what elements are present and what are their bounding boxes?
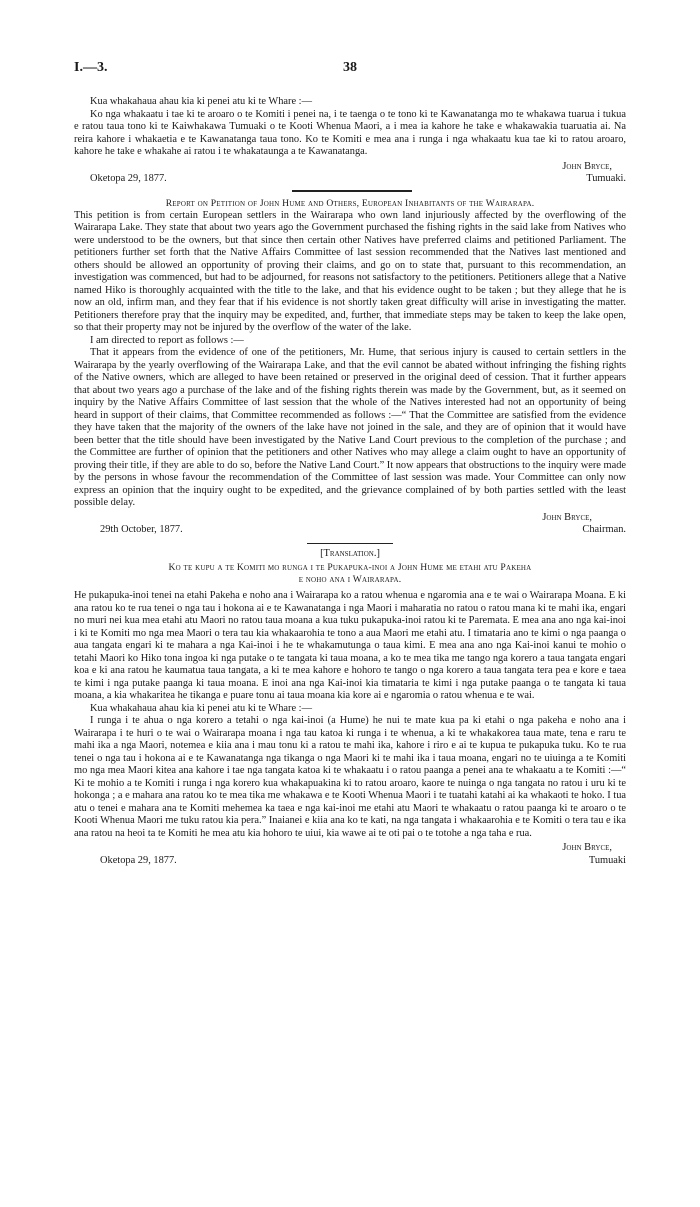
translation-signatory: John Bryce, bbox=[562, 842, 612, 853]
report-directed: I am directed to report as follows :— bbox=[90, 334, 244, 346]
report-title: Chairman. bbox=[582, 524, 626, 535]
section1-date: Oketopa 29, 1877. bbox=[90, 173, 167, 184]
translation-heading-line-2: e noho ana i Wairarapa. bbox=[298, 574, 402, 585]
report-signature-row bbox=[74, 512, 626, 525]
translation-date-row bbox=[74, 855, 626, 868]
translation-paragraph-1: He pukapuka-inoi tenei na etahi Pakeha e noho ana i Wairarapa ko a ratou whenua e ngaromia ana e te wai o Wairarapa Moana. E ki ana ratou ko te rua tenei o nga tau i hokona ai e te Kawanatanga i nga Maori i maharatia no ratou o ratou mana ki te mahi ika, engari no muri nei kua mea etahi atu Maori no ratou taua moana a kua tuku pukapuka-inoi ratou ki te Paremata. E mea ana ano nga kai-inoi i ki te Komiti mo nga mea Maori o tera tau kia whakaarohia te tono a aua Maori me etahi atu. I timataria ano te kimi o nga paanga o aua tangata engari ki te mahara a nga Kai-inoi i he te whakamutunga o taua kimi. E mea ana ano nga Kai-inoi kanui te mohio o tetahi Maori ko Hiko tona ingoa ki nga putake o te tangata ki taua moana, a ko te mea tika me tango nga korero a taua tangata engari koa e ki ana ratou he kaumatua taua tangata, a ki te mea kahore e hohoro te tango o nga korero a taua tangata tera pea e kore e taea te kimi i nga putake paanga ki taua moana. E inoi ana nga Kai-inoi kia timataria te kimi i nga putake paanga o te tangata ki taua moana, a kia whakaritea he tikanga e puare tonu ai taua moana kia kore ai e ngaromia o ratou whenua e te wai. bbox=[74, 590, 626, 701]
document-reference: I.—3. bbox=[74, 60, 108, 75]
translation-date: Oketopa 29, 1877. bbox=[100, 854, 177, 866]
translation-title: Tumuaki bbox=[588, 854, 626, 866]
translation-intro: Kua whakahaua ahau kia ki penei atu ki te Whare :— bbox=[90, 702, 312, 714]
page-number: 38 bbox=[343, 60, 357, 75]
translation-label: [Translation.] bbox=[320, 547, 380, 559]
page-header bbox=[74, 60, 626, 80]
section1-date-row bbox=[74, 173, 626, 186]
section1-title: Tumuaki. bbox=[586, 173, 626, 184]
section1-signatory: John Bryce, bbox=[562, 160, 612, 172]
translation-heading-line-1: Ko te kupu a te Komiti mo runga i te Pukapuka-inoi a John Hume me etahi atu Pakeha bbox=[168, 562, 532, 573]
report-heading: Report on Petition of John Hume and Others, European Inhabitants of the Wairarapa. bbox=[165, 197, 535, 209]
translation-divider bbox=[307, 543, 393, 544]
report-paragraph-1: This petition is from certain European settlers in the Wairarapa who own land injuriously affected by the overflowing of the Wairarapa Lake. They state that about two years ago the Government purchased the fishing rights in the said lake from Natives who were understood to be the owners, but that since then certain other Natives have preferred claims and petitioned Parliament. The petitioners further set forth that the Native Affairs Committee of last session recommended that the Natives last mentioned and others should be allowed an opportunity of proving their claims, and go on to state that, pursuant to this recommendation, an investigation was commenced, but had to be adjourned, for reasons not satisfactory to the petitioners. Petitioners allege that a Native named Hiko is thoroughly acquainted with the title to the lake, and that his evidence ought to be taken ; but they allege that he is now an old, infirm man, and they fear that if his evidence is not shortly taken great difficulty will arise in investigating the matter. Petitioners therefore pray that the inquiry may be expedited, and, further, that immediate steps may be taken to keep the lake open, so that their property may not be injured by the overflow of the water of the lake. bbox=[74, 209, 626, 333]
section1-paragraph: Ko nga whakaatu i tae ki te aroaro o te Komiti i penei na, i te taenga o te tono ki te Kawanatanga mo te whakawa tuarua i tukua e ratou taua tono ki te Kaiwhakawa Tumuaki o te Kooti Whenua Maori, a i mea ia kahore he take e whakawakia tuaruatia ai. Na reira kahore i whakaetia e te Kawanatanga taua tono. Ko te Komiti e mea ana i runga i nga whakaatu kua tae ki to ratou aroaro, kahore he take e whakahe ai ratou i te whakataunga a te Kawanatanga. bbox=[74, 108, 626, 157]
report-date-row bbox=[74, 524, 626, 537]
document-body bbox=[74, 96, 626, 867]
report-paragraph-2: That it appears from the evidence of one of the petitioners, Mr. Hume, that serious injury is caused to certain settlers in the Wairarapa by the yearly overflowing of the Wairarapa Lake, and that the evil cannot be abated without infringing the fishing rights of the Native owners, which are alleged to have been retained or preserved in the original deed of cession. That it further appears that about two years ago a purchase of the lake and of the fishing rights therein was made by the Government, but, as it seemed on inquiry by the Native Affairs Committee of last session that the whole of the Natives interested had not an opportunity of being heard in support of their claims, that Committee recommended as follows :—“ That the Committee are satisfied from the evidence they have taken that the majority of the owners of the lake have not joined in the sale, and they are of opinion that it would have been better that the title should have been investigated by the Native Land Court previous to the completion of the purchase ; and the Committee are further of opinion that the petitioners and other Natives who may allege a claim ought to have an opportunity of proving their title, if they are able to do so, before the Native Land Court.” It now appears that obstructions to the inquiry were made by the persons in whose favour the recommendation of the Committee of last session was made. Your Committee can only now express an opinion that the inquiry ought to be expedited, and the grievance complained of by both parties settled with the least possible delay. bbox=[74, 347, 626, 508]
section-divider bbox=[292, 190, 412, 192]
translation-paragraph-2: I runga i te ahua o nga korero a tetahi o nga kai-inoi (a Hume) he nui te mate kua pa ki etahi o nga pakeha e noho ana i Wairarapa i te huri o te wai o Wairarapa moana i nga tau katoa ki runga i te whenua, a ki te whakakorea taua mate, tena e raru te mahi ika a nga Maori, notemea e kiia ana i mau tonu ki a ratou te mahi ika, kahore i riro e ai te kupua te pukapuka tuku. Ko te rua tenei o nga tau i hokona ai e te Kawanatanga nga tikanga o nga Maori ki te mahi ika i taua moana, engari no te uiuinga a te Komiti mo nga mea Maori kitea ana kahore i tae nga tangata katoa ki te whakaatu i o ratou paanga a penei ana te whakaatu a te Komiti :—“ Ki te mohio a te Komiti i runga i nga korero kua whakapuakina ki to ratou aroaro, kaore te nuinga o nga tangata no ratou i uru ki te hokonga ; a e mahara ana ratou ko te mea tika me whakawa e te Kooti Whenua Maori i te tuatahi katahi ai ka whakaoti te hoko. I tua atu o tenei e mahara ana te Komiti mehemea ka taea e nga kai-inoi me etahi atu Maori te whakaatu o ratou paanga ki te aroaro o te Kooti Whenua Maori me tuku ratou kia pera.” Inaianei e kiia ana ko te kati, na nga tangata i whakaarohia e te Komiti o tera tau e ika ana ratou na heoi ta te Komiti he mea atu kia hohoro te uiui, kia wawe ai te oti pai o te totohe a nga taha e rua. bbox=[74, 715, 626, 839]
translation-signature-row bbox=[74, 842, 626, 855]
report-signatory: John Bryce, bbox=[542, 511, 592, 523]
section1-intro: Kua whakahaua ahau kia ki penei atu ki te Whare :— bbox=[90, 96, 312, 107]
section1-signature-row bbox=[74, 161, 626, 174]
report-date: 29th October, 1877. bbox=[100, 524, 183, 535]
